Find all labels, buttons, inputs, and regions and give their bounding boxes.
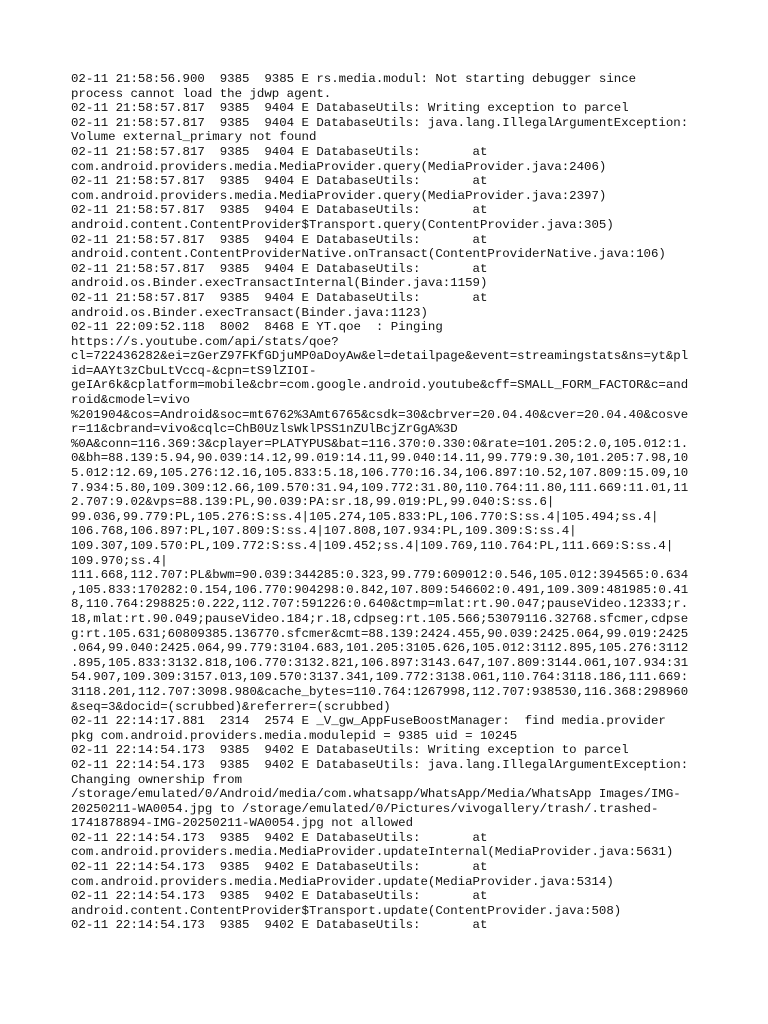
log-line: id=AAYt3zCbuLtVccq-&cpn=tS9lZIOI- xyxy=(71,363,317,378)
log-line: com.android.providers.media.MediaProvider.query(MediaProvider.java:2406) xyxy=(71,159,607,174)
log-line: 106.768,106.897:PL,107.809:S:ss.4|107.808,107.934:PL,109.309:S:ss.4| xyxy=(71,524,577,539)
log-line: 0&bh=88.139:5.94,90.039:14.12,99.019:14.11,99.040:14.11,99.779:9.30,101.205:7.98,10 xyxy=(71,451,689,466)
log-line: cl=722436282&ei=zGerZ97FKfGDjuMP0aDoyAw&el=detailpage&event=streamingstats&ns=yt&pl xyxy=(71,349,689,364)
log-line: 02-11 22:14:54.173 9385 9402 E DatabaseUtils: at xyxy=(71,889,488,904)
log-line: pkg com.android.providers.media.modulepid = 9385 uid = 10245 xyxy=(71,728,518,743)
log-line: 02-11 21:58:57.817 9385 9404 E DatabaseUtils: at xyxy=(71,232,488,247)
log-line: 02-11 21:58:57.817 9385 9404 E DatabaseUtils: at xyxy=(71,174,488,189)
log-line: 02-11 21:58:57.817 9385 9404 E DatabaseUtils: Writing exception to parcel xyxy=(71,101,629,116)
log-line: Changing ownership from xyxy=(71,772,243,787)
log-line: 02-11 22:09:52.118 8002 8468 E YT.qoe : Pinging xyxy=(71,320,443,335)
log-line: .064,99.040:2425.064,99.779:3104.683,101.205:3105.626,105.012:3112.895,105.276:3112 xyxy=(71,641,689,656)
log-line: 02-11 22:14:54.173 9385 9402 E DatabaseUtils: at xyxy=(71,918,488,933)
log-line: 02-11 21:58:57.817 9385 9404 E DatabaseUtils: at xyxy=(71,144,488,159)
log-line: 02-11 21:58:57.817 9385 9404 E DatabaseUtils: at xyxy=(71,290,488,305)
log-line: 02-11 22:14:54.173 9385 9402 E DatabaseUtils: Writing exception to parcel xyxy=(71,743,629,758)
log-line: https://s.youtube.com/api/stats/qoe? xyxy=(71,334,339,349)
log-line: g:rt.105.631;60809385.136770.sfcmer&cmt=88.139:2424.455,90.039:2425.064,99.019:2425 xyxy=(71,626,689,641)
log-line: 02-11 21:58:56.900 9385 9385 E rs.media.modul: Not starting debugger since xyxy=(71,72,637,86)
log-line: 109.970;ss.4| xyxy=(71,553,168,568)
log-line: %201904&cos=Android&soc=mt6762%3Amt6765&csdk=30&cbrver=20.04.40&cver=20.04.40&cosve xyxy=(71,407,689,422)
log-line: /storage/emulated/0/Android/media/com.whatsapp/WhatsApp/Media/WhatsApp Images/IMG- xyxy=(71,787,681,802)
log-line: android.os.Binder.execTransact(Binder.java:1123) xyxy=(71,305,428,320)
log-line: 02-11 22:14:54.173 9385 9402 E DatabaseUtils: java.lang.IllegalArgumentException: xyxy=(71,757,689,772)
log-line: process cannot load the jdwp agent. xyxy=(71,86,332,101)
log-line: Volume external_primary not found xyxy=(71,130,317,145)
log-line: 18,mlat:rt.90.049;pauseVideo.184;r.18,cdpseg:rt.105.566;53079116.32768.sfcmer,cdpse xyxy=(71,611,689,626)
log-line: 3118.201,112.707:3098.980&cache_bytes=110.764:1267998,112.707:938530,116.368:298960 xyxy=(71,684,689,699)
log-line: com.android.providers.media.MediaProvider.update(MediaProvider.java:5314) xyxy=(71,874,614,889)
log-line: 111.668,112.707:PL&bwm=90.039:344285:0.323,99.779:609012:0.546,105.012:394565:0.634 xyxy=(71,568,689,583)
log-line: 02-11 22:14:17.881 2314 2574 E _V_gw_AppFuseBoostManager: find media.provider xyxy=(71,714,666,729)
log-line: &seq=3&docid=(scrubbed)&referrer=(scrubbed) xyxy=(71,699,391,714)
log-line: android.os.Binder.execTransactInternal(Binder.java:1159) xyxy=(71,276,488,291)
log-line: 5.012:12.69,105.276:12.16,105.833:5.18,106.770:16.34,106.897:10.52,107.809:15.09,10 xyxy=(71,466,689,481)
log-line: %0A&conn=116.369:3&cplayer=PLATYPUS&bat=116.370:0.330:0&rate=101.205:2.0,105.012:1. xyxy=(71,436,689,451)
log-line: com.android.providers.media.MediaProvider.query(MediaProvider.java:2397) xyxy=(71,188,607,203)
log-line: .895,105.833:3132.818,106.770:3132.821,106.897:3143.647,107.809:3144.061,107.934:31 xyxy=(71,655,689,670)
log-line: 2.707:9.02&vps=88.139:PL,90.039:PA:sr.18,99.019:PL,99.040:S:ss.6| xyxy=(71,495,555,510)
log-line: com.android.providers.media.MediaProvider.updateInternal(MediaProvider.java:5631) xyxy=(71,845,674,860)
log-line: 99.036,99.779:PL,105.276:S:ss.4|105.274,105.833:PL,106.770:S:ss.4|105.494;ss.4| xyxy=(71,509,659,524)
log-line: 7.934:5.80,109.309:12.66,109.570:31.94,109.772:31.80,110.764:11.80,111.669:11.01,11 xyxy=(71,480,689,495)
log-line: 54.907,109.309:3157.013,109.570:3137.341,109.772:3138.061,110.764:3118.186,111.669: xyxy=(71,670,689,685)
log-line: android.content.ContentProvider$Transport.update(ContentProvider.java:508) xyxy=(71,903,622,918)
log-line: ,105.833:170282:0.154,106.770:904298:0.842,107.809:546602:0.491,109.309:481985:0.41 xyxy=(71,582,689,597)
log-line: roid&cmodel=vivo xyxy=(71,393,190,408)
log-line: 02-11 21:58:57.817 9385 9404 E DatabaseUtils: java.lang.IllegalArgumentException: xyxy=(71,115,689,130)
log-line: 02-11 21:58:57.817 9385 9404 E DatabaseUtils: at xyxy=(71,261,488,276)
log-text xyxy=(71,72,711,933)
log-line: android.content.ContentProviderNative.onTransact(ContentProviderNative.java:106) xyxy=(71,247,666,262)
log-line: 1741878894-IMG-20250211-WA0054.jpg not allowed xyxy=(71,816,414,831)
log-line: 02-11 21:58:57.817 9385 9404 E DatabaseUtils: at xyxy=(71,203,488,218)
log-line: 109.307,109.570:PL,109.772:S:ss.4|109.452;ss.4|109.769,110.764:PL,111.669:S:ss.4| xyxy=(71,539,674,553)
log-line: 20250211-WA0054.jpg to /storage/emulated/0/Pictures/vivogallery/trash/.trashed- xyxy=(71,801,659,816)
log-line: geIAr6k&cplatform=mobile&cbr=com.google.android.youtube&cff=SMALL_FORM_FACTOR&c=and xyxy=(71,378,689,393)
log-line: 8,110.764:298825:0.222,112.707:591226:0.640&ctmp=mlat:rt.90.047;pauseVideo.12333;r. xyxy=(71,597,689,612)
log-line: android.content.ContentProvider$Transport.query(ContentProvider.java:305) xyxy=(71,217,614,232)
log-line: 02-11 22:14:54.173 9385 9402 E DatabaseUtils: at xyxy=(71,860,488,875)
log-line: r=11&cbrand=vivo&cqlc=ChB0UzlsWklPSS1nZUlBcjZrGgA%3D xyxy=(71,422,458,437)
log-line: 02-11 22:14:54.173 9385 9402 E DatabaseUtils: at xyxy=(71,830,488,845)
